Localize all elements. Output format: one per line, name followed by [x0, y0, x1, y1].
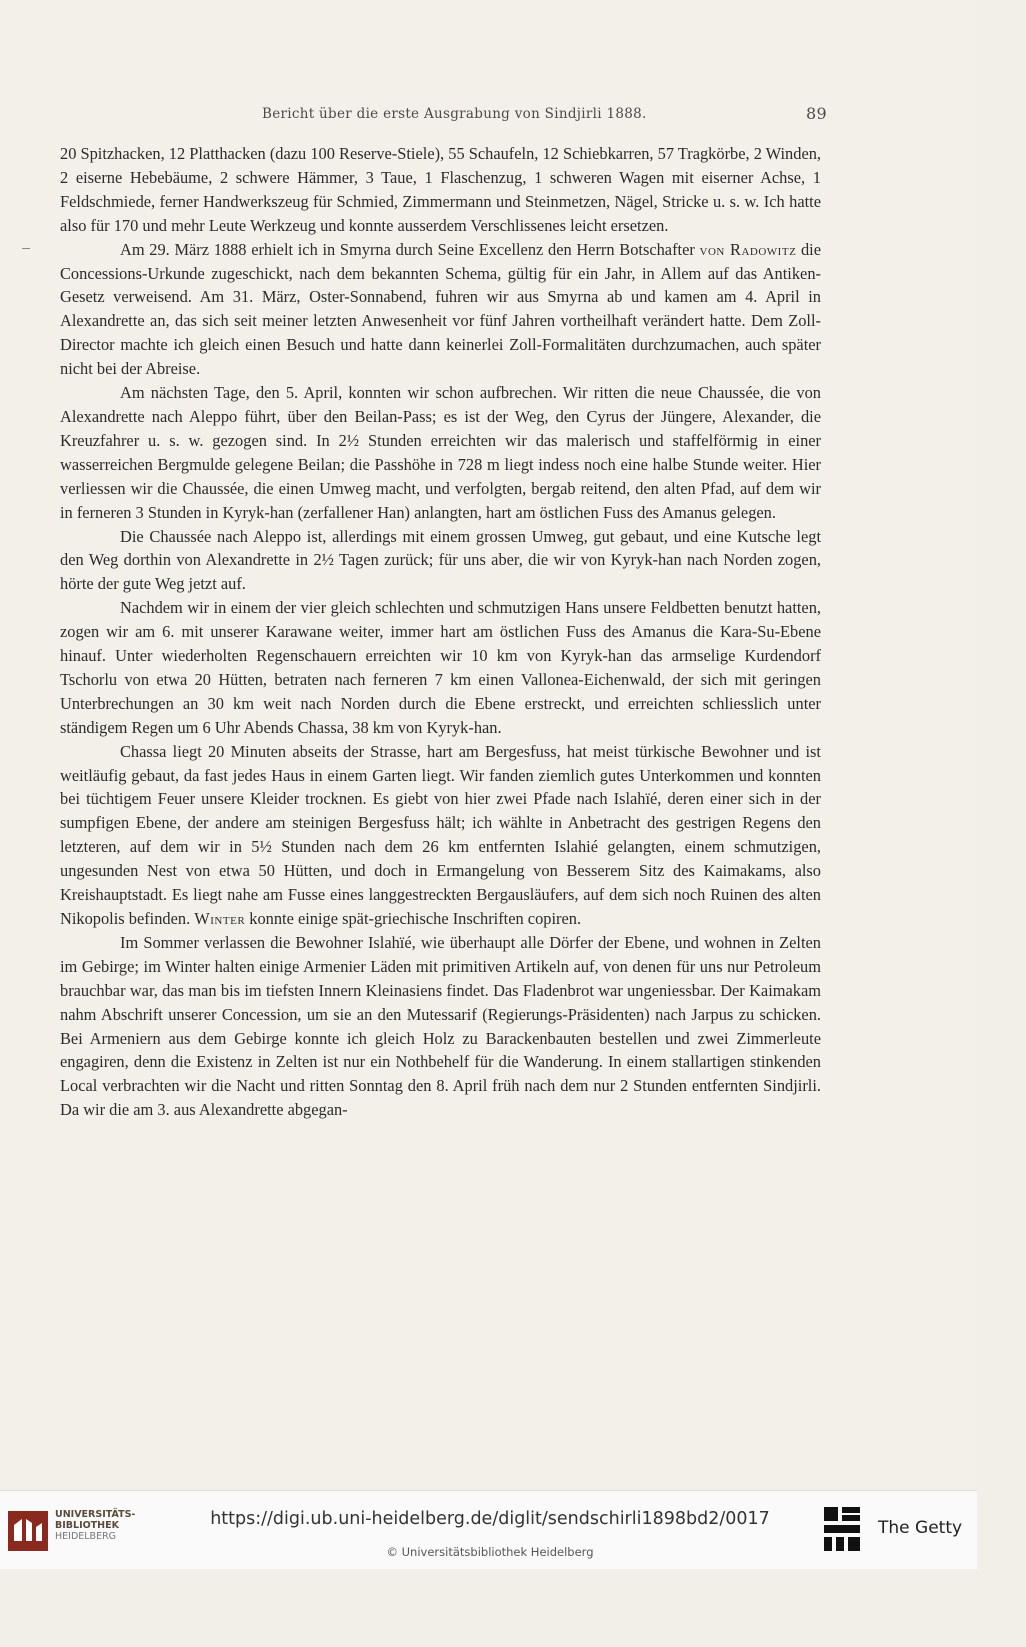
- text-segment: konnte einige spät-griechische Inschriften copiren.: [245, 909, 582, 928]
- library-name: [55, 1509, 135, 1542]
- author-name: Winter: [194, 909, 246, 928]
- text-segment: Am nächsten Tage, den 5. April, konnten wir schon aufbrechen. Wir ritten die neue Chaussée, die von Alexandrette nach Aleppo führt, über den Beilan-Pass; es ist der Weg, den Cyrus der Jüngere, Alexander, die Kreuzfahrer u. s. w. gezogen sind. In 2½ Stunden erreichten wir das malerisch und staffelförmig in einer wasserreichen Bergmulde gelegene Beilan; die Passhöhe in 728 m liegt indess noch eine halbe Stunde weiter. Hier verliessen wir die Chaussée, die einen Umweg macht, und verfolgten, bergab reitend, den alten Pfad, auf dem wir in ferneren 3 Stunden in Kyryk-han (zerfallener Han) anlangten, hart am östlichen Fuss des Amanus gelegen.: [60, 383, 821, 522]
- footer-bar: [0, 1490, 977, 1569]
- paragraph: [60, 740, 821, 931]
- text-segment: Nachdem wir in einem der vier gleich schlechten und schmutzigen Hans unsere Feldbetten benutzt hatten, zogen wir am 6. mit unserer Karawane weiter, immer hart am östlichen Fuss des Amanus die Kara-Su-Ebene hinauf. Unter wiederholten Regenschauern erreichten wir 10 km von Kyryk-han das armselige Kurdendorf Tschorlu von etwa 20 Hütten, betraten nach ferneren 7 km einen Vallonea-Eichenwald, der sich mit geringen Unterbrechungen an 30 km weit nach Norden durch die Ebene erstreckt, und erreichten schliesslich unter ständigem Regen um 6 Uhr Abends Chassa, 38 km von Kyryk-han.: [60, 598, 821, 737]
- text-segment: Im Sommer verlassen die Bewohner Islahïé, wie überhaupt alle Dörfer der Ebene, und wohnen in Zelten im Gebirge; im Winter halten einige Armenier Läden mit primitiven Artikeln auf, von denen für uns nur Petroleum brauchbar war, das man bis im tiefsten Innern Kleinasiens findet. Das Fladenbrot war ungeniessbar. Der Kaimakam nahm Abschrift unserer Concession, um sie an den Mutessarif (Regierungs-Präsidenten) nach Jarpus zu schicken. Bei Armeniern aus dem Gebirge konnte ich gleich Holz zu Barackenbauten bestellen und zwei Zimmerleute engagiren, denn die Existenz in Zelten ist nur ein Nothbehelf für die Wanderung. In einem stallartigen stinkenden Local verbrachten wir die Nacht und ritten Sonntag den 8. April früh nach dem nur 2 Stunden entfernten Sindjirli. Da wir die am 3. aus Alexandrette abgegan-: [60, 932, 821, 1120]
- copyright-notice: © Universitätsbibliothek Heidelberg: [386, 1545, 594, 1559]
- getty-name: The Getty: [878, 1518, 963, 1538]
- body-text: [60, 142, 821, 1122]
- running-title: Bericht über die erste Ausgrabung von Sindjirli 1888.: [262, 106, 647, 122]
- page-number: 89: [806, 104, 827, 123]
- text-segment: Am 29. März 1888 erhielt ich in Smyrna durch Seine Excellenz den Herrn Botschafter: [120, 239, 700, 259]
- library-name-line3: HEIDELBERG: [55, 1531, 117, 1542]
- library-name-line1: UNIVERSITÄTS-: [55, 1509, 136, 1520]
- paragraph: [60, 931, 821, 1122]
- text-segment: Die Chaussée nach Aleppo ist, allerdings mit einem grossen Umweg, gut gebaut, und eine Kutsche legt den Weg dorthin von Alexandrette in 2½ Tagen zurück; für uns aber, die wir von Kyryk-han nach Norden zogen, hörte der gute Weg jetzt auf.: [60, 526, 821, 594]
- author-name: von Radowitz: [699, 239, 797, 259]
- text-segment: Chassa liegt 20 Minuten abseits der Strasse, hart am Bergesfuss, hat meist türkische Bewohner und ist weitläufig gebaut, da fast jedes Haus in einem Garten liegt. Wir fanden ziemlich gutes Unterkommen und konnten bei tüchtigem Feuer unsere Kleider trocknen. Es giebt von hier zwei Pfade nach Islahïé, deren einer sich in der sumpfigen Ebene, der andere am steinigen Bergesfuss hält; ich wählte in Anbetracht des gestrigen Regens den letzteren, auf dem wir in 5½ Stunden nach dem 26 km entfernten Islahié gelangten, einem schmutzigen, ungesunden Nest von etwa 50 Hütten, und doch in Ermangelung von Besserem Sitz des Kaimakams, also Kreishauptstadt. Es liegt nahe am Fusse eines langgestreckten Bergausläufers, auf dem sich noch Ruinen des alten Nikopolis befinden.: [60, 741, 821, 928]
- library-name-line2: BIBLIOTHEK: [55, 1520, 119, 1531]
- paragraph: [60, 238, 821, 381]
- paragraph: [60, 596, 821, 739]
- margin-mark: [22, 248, 30, 249]
- permalink-url[interactable]: https://digi.ub.uni-heidelberg.de/diglit/sendschirli1898bd2/0017: [210, 1509, 770, 1529]
- paragraph: [60, 525, 821, 597]
- getty-logo-icon: [822, 1505, 862, 1553]
- university-library-logo-icon: [8, 1511, 48, 1551]
- paragraph: [60, 142, 821, 238]
- paragraph: [60, 381, 821, 524]
- text-segment: die Concessions-Urkunde zugeschickt, nach dem bekannten Schema, gültig für ein Jahr, in Allem auf das Antiken-Gesetz verweisend. Am 31. März, Oster-Sonnabend, fuhren wir aus Smyrna ab und kamen am 4. April in Alexandrette an, das sich seit meiner letzten Anwesenheit vor fünf Jahren vortheilhaft verändert hatte. Dem Zoll-Director machte ich gleich einen Besuch und hatte dann keinerlei Zoll-Formalitäten durchzumachen, auch später nicht bei der Abreise.: [60, 239, 822, 379]
- text-segment: 20 Spitzhacken, 12 Platthacken (dazu 100 Reserve-Stiele), 55 Schaufeln, 12 Schiebkarren, 57 Tragkörbe, 2 Winden, 2 eiserne Hebebäume, 2 schwere Hämmer, 3 Taue, 1 Flaschenzug, 1 schweren Wagen mit eiserner Achse, 1 Feldschmiede, ferner Handwerkszeug für Schmied, Zimmermann und Steinmetzen, Nägel, Stricke u. s. w. Ich hatte also für 170 und mehr Leute Werkzeug und konnte ausserdem Verschlissenes leicht ersetzen.: [60, 144, 822, 235]
